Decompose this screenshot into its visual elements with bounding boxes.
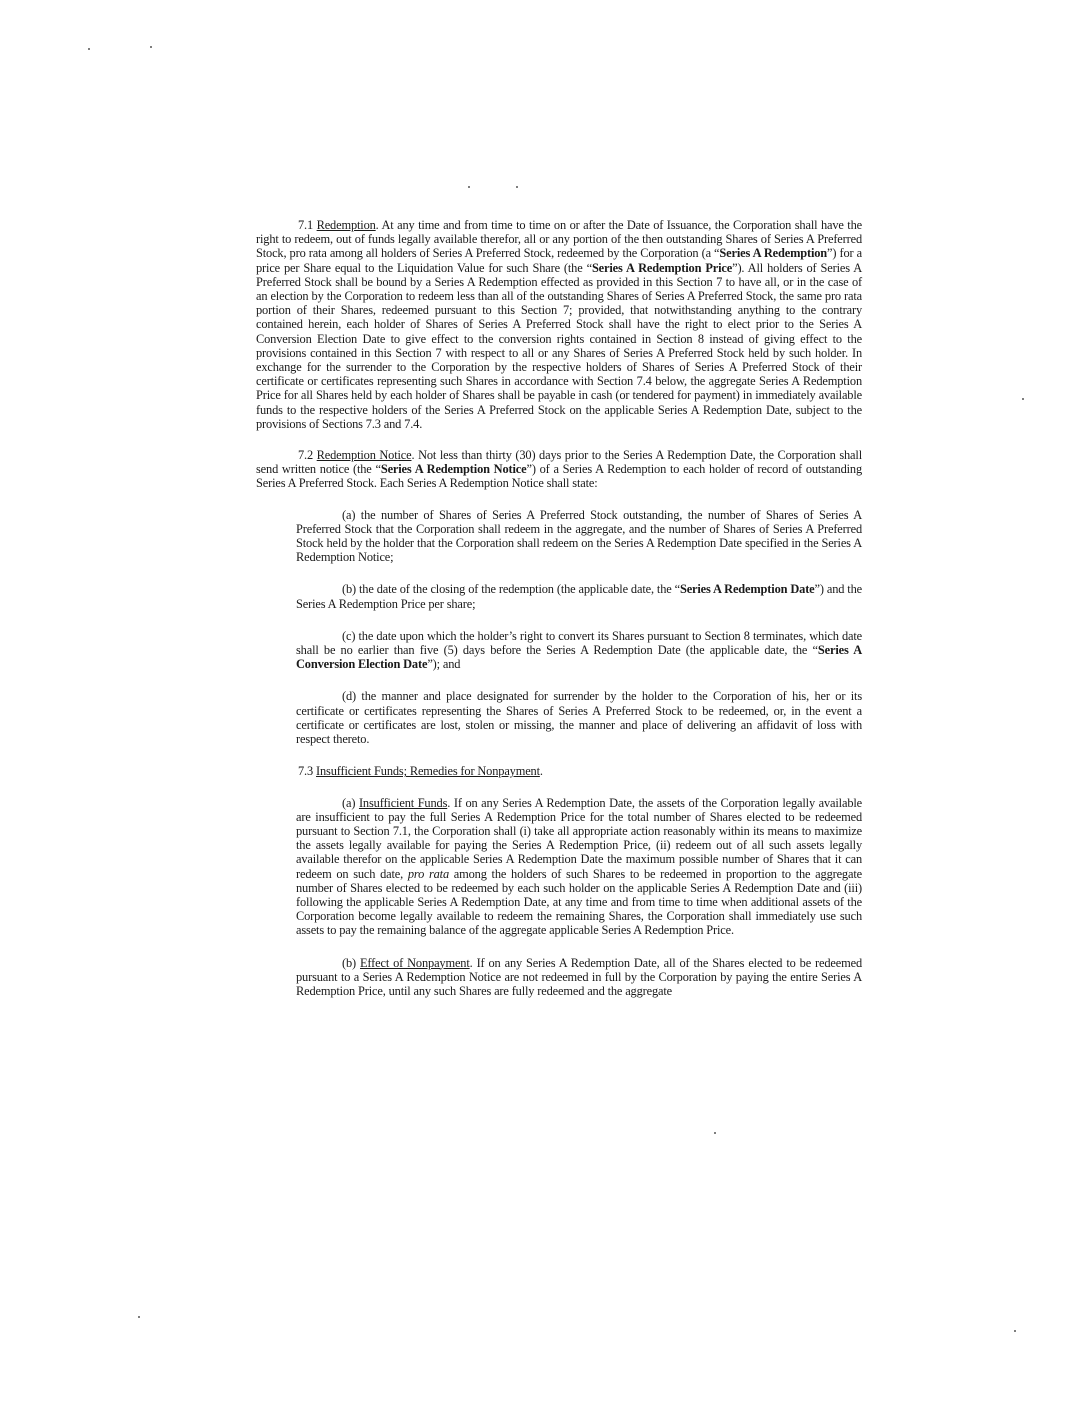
body-text: (c) the date upon which the holder’s right to convert its Shares pursuant to Section 8 terminates, which date shall be no earlier than five (5) days before the Series A Redemption Date (the applicable date, the “ xyxy=(296,628,862,658)
body-text: . If on any Series A Redemption Date, the assets of the Corporation legally available are insufficient to pay the full Series A Redemption Price for the total number of Shares elected to be redeemed pursuant to Section 7.1, the Corporation shall (i) take all appropriate action reasonably within its means to maximize the assets legally available for paying the Series A Redemption Price, (ii) redeem out of all such assets legally available therefor on the applicable Series A Redemption Date the maximum possible number of Shares that it can redeem on such date, xyxy=(296,795,863,881)
body-text: ”) for a price per Share equal to the Liquidation Value for such Share (the “ xyxy=(256,246,862,275)
italic-term: pro rata xyxy=(407,866,450,881)
section-number: 7.1 xyxy=(298,218,317,232)
section-number: 7.2 xyxy=(298,448,317,463)
section-7-2-b xyxy=(296,582,862,610)
scan-speck xyxy=(150,46,152,48)
body-text: ”). All holders of Series A Preferred Stock shall be bound by a Series A Redemption effected as provided in this Section 7 to have all, or in the case of an election by the Corporation to redeem less than all of the outstanding Shares of Series A Preferred Stock, the same pro rata portion of their Shares, redeemed pursuant to this Section 7; provided, that notwithstanding anything to the contrary contained herein, each holder of Shares of Series A Preferred Stock shall have the right to elect prior to the Series A Conversion Election Date to give effect to the conversion rights contained in Section 8 instead of giving effect to the provisions contained in this Section 7 with respect to all or any Shares of Series A Preferred Stock held by such holder. In exchange for the surrender to the Corporation by the respective holders of Shares of Series A Preferred Stock of their certificate or certificates representing such Shares in accordance with Section 7.4 below, the aggregate Series A Redemption Price for all Shares held by each holder of Shares shall be payable in cash (or tendered for payment) in immediately available funds to the respective holders of the Series A Preferred Stock on the applicable Series A Redemption Date, subject to the provisions of Sections 7.3 and 7.4. xyxy=(256,260,863,431)
clause-number: (b) xyxy=(342,955,360,970)
section-7-1 xyxy=(256,218,862,431)
defined-term: Series A Redemption xyxy=(719,246,828,261)
section-7-2-d xyxy=(296,689,862,746)
body-text: ”) of a Series A Redemption to each holder of record of outstanding Series A Preferred Stock. Each Series A Redemption Notice shall state: xyxy=(256,462,863,491)
body-text: . If on any Series A Redemption Date, all of the Shares elected to be redeemed pursuant to a Series A Redemption Notice are not redeemed in full by the Corporation by paying the entire Series A Redemption Price, until any such Shares are fully redeemed and the aggregate xyxy=(296,955,862,998)
body-text: (a) the number of Shares of Series A Preferred Stock outstanding, the number of Shares of Series A Preferred Stock that the Corporation shall redeem in the aggregate, and the number of Shares of Series A Preferred Stock held by the holder that the Corporation shall redeem on the Series A Redemption Date specified in the Series A Redemption Notice; xyxy=(296,507,862,565)
section-7-2-a xyxy=(296,508,862,565)
defined-term: Series A Redemption Price xyxy=(591,260,733,275)
body-text: . Not less than thirty (30) days prior to the Series A Redemption Date, the Corporation shall send written notice (the “ xyxy=(256,448,862,477)
body-text: (d) the manner and place designated for surrender by the holder to the Corporation of his, her or its certificate or certificates representing the Shares of Series A Preferred Stock to be redeemed, or, in the event a certificate or certificates are lost, stolen or missing, the manner and place of delivering an affidavit of loss with respect thereto. xyxy=(296,689,862,747)
defined-term: Series A Redemption Date xyxy=(679,582,815,597)
scan-speck xyxy=(138,1316,140,1318)
scan-speck xyxy=(1022,398,1024,400)
scan-speck xyxy=(468,186,470,188)
section-7-2-c xyxy=(296,629,862,672)
scan-speck xyxy=(88,48,90,50)
defined-term: Series A Conversion Election Date xyxy=(296,643,862,672)
scan-speck xyxy=(516,186,518,188)
clause-title: Effect of Nonpayment xyxy=(360,955,470,970)
body-text: . At any time and from time to time on or after the Date of Issuance, the Corporation shall have the right to redeem, out of funds legally available therefor, all or any portion of the then outstanding Shares of Series A Preferred Stock, pro rata among all holders of Series A Preferred Stock, redeemed by the Corporation (a “ xyxy=(256,218,862,261)
document-page xyxy=(256,218,862,1016)
clause-number: (a) xyxy=(342,795,359,810)
body-text: ”) and the Series A Redemption Price per share; xyxy=(296,582,862,611)
section-7-2 xyxy=(256,448,862,491)
body-text: (b) the date of the closing of the redemption (the applicable date, the “ xyxy=(342,582,680,597)
body-text: among the holders of such Shares to be redeemed in proportion to the aggregate number of Shares elected to be redeemed by each such holder on the applicable Series A Redemption Date and (iii) following the applicable Series A Redemption Date, at any time and from time to time when additional assets of the Corporation become legally available to redeem the remaining Shares, the Corporation shall immediately use such assets to pay the remaining balance of the aggregate applicable Series A Redemption Price. xyxy=(296,866,862,938)
section-title: Insufficient Funds; Remedies for Nonpayment xyxy=(316,764,540,779)
body-text: . xyxy=(539,764,543,779)
defined-term: Series A Redemption Notice xyxy=(380,462,527,477)
scan-speck xyxy=(714,1132,716,1134)
scan-speck xyxy=(1014,1330,1016,1332)
clause-title: Insufficient Funds xyxy=(358,795,448,810)
section-7-3-heading xyxy=(256,764,862,778)
section-title: Redemption Notice xyxy=(316,448,412,463)
section-7-3-a xyxy=(296,796,862,938)
section-number: 7.3 xyxy=(298,764,316,779)
section-7-3-b xyxy=(296,956,862,999)
section-title: Redemption xyxy=(316,218,376,232)
body-text: ”); and xyxy=(427,657,461,672)
